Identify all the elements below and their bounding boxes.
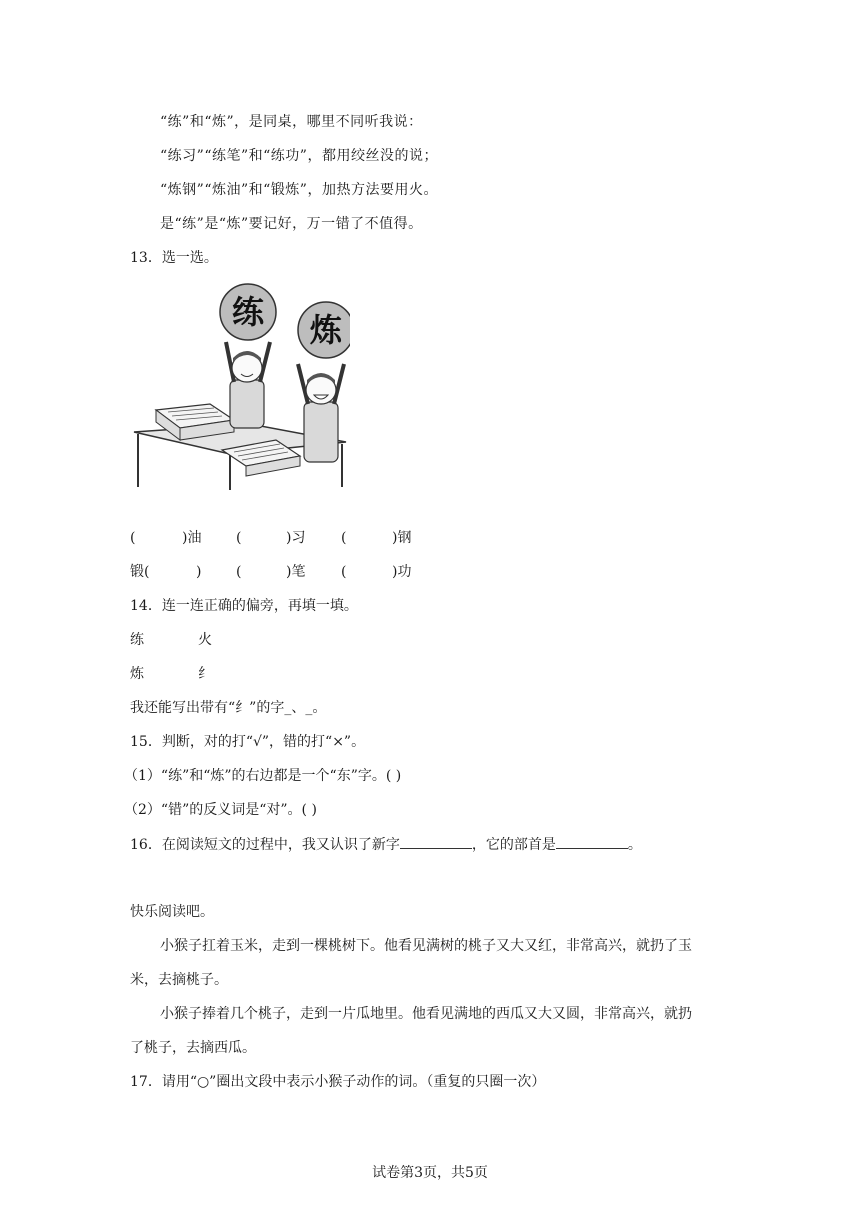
q14-fill-prompt: 我还能写出带有“纟”的字_、_。 [130, 700, 327, 716]
q14-left-char-2: 炼 [130, 666, 144, 682]
question-14-title: 14．连一连正确的偏旁，再填一填。 [130, 598, 358, 614]
q13-r2-c6: )功 [392, 564, 412, 580]
q13-r2-c4: )笔 [286, 564, 306, 580]
q14-left-char-1: 练 [130, 632, 144, 648]
q14-right-char-1: 火 [198, 632, 212, 648]
q13-r1-c2: )油 [182, 530, 202, 546]
q13-r1-c4: )习 [286, 530, 306, 546]
reading-p2-line-2: 了桃子，去摘西瓜。 [130, 1040, 256, 1056]
question-17-title: 17．请用“○”圈出文段中表示小猴子动作的词。（重复的只圈一次） [130, 1074, 546, 1090]
poem-line-2: “练习”“练笔”和“练功”，都用绞丝没的说； [160, 148, 438, 164]
q13-r2-c3: ( [236, 564, 242, 580]
page-footer: 试卷第3页，共5页 [372, 1165, 488, 1181]
poem-line-3: “炼钢”“炼油”和“锻炼”，加热方法要用火。 [160, 182, 438, 198]
q13-r1-c5: ( [341, 530, 347, 546]
q13-r1-c6: )钢 [392, 530, 412, 546]
q15-item-1: （1）“练”和“炼”的右边都是一个“东”字。( ) [124, 768, 402, 784]
q16-blank-new-char[interactable] [400, 834, 472, 849]
q16-text-after: 。 [627, 837, 642, 853]
question-16 [130, 834, 642, 855]
q13-r2-c1: 锻( [130, 564, 150, 580]
poem-line-4: 是“练”是“炼”要记好，万一错了不值得。 [160, 216, 423, 232]
q16-blank-radical[interactable] [556, 834, 628, 849]
q16-text-middle: ，它的部首是 [471, 837, 556, 853]
reading-p2-line-1: 小猴子捧着几个桃子，走到一片瓜地里。他看见满地的西瓜又大又圆，非常高兴，就扔 [160, 1006, 692, 1022]
q14-right-char-2: 纟 [198, 666, 212, 682]
q13-r1-c1: ( [130, 530, 136, 546]
sign-right-character: 炼 [309, 311, 343, 349]
q16-text-before: 16．在阅读短文的过程中，我又认识了新字 [130, 837, 400, 853]
reading-p1-line-1: 小猴子扛着玉米，走到一棵桃树下。他看见满树的桃子又大又红，非常高兴，就扔了玉 [160, 938, 692, 954]
q13-r2-c2: ) [196, 564, 202, 580]
question-13-title: 13．选一选。 [130, 250, 218, 266]
illustration-children-holding-signs [130, 282, 350, 492]
q13-r2-c5: ( [341, 564, 347, 580]
poem-line-1: “练”和“炼”，是同桌，哪里不同听我说： [160, 114, 423, 130]
sign-left-character: 练 [231, 293, 265, 331]
reading-p1-line-2: 米，去摘桃子。 [130, 972, 228, 988]
question-15-title: 15．判断，对的打“√”，错的打“×”。 [130, 734, 366, 750]
q13-r1-c3: ( [236, 530, 242, 546]
q15-item-2: （2）“错”的反义词是“对”。( ) [124, 802, 317, 818]
reading-heading: 快乐阅读吧。 [130, 904, 214, 920]
